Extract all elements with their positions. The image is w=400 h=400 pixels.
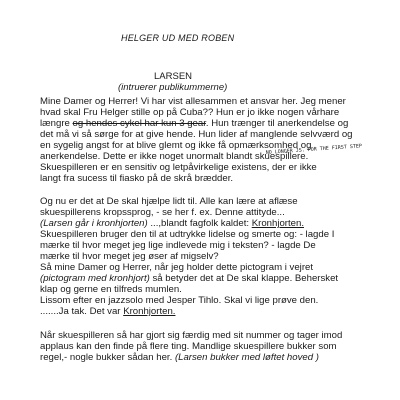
- paragraph-2-line-6: mærke til hvor meget jeg øser af migselv?: [40, 251, 219, 262]
- paragraph-1-line-2: hvad skal Fru Helger stille op på Cuba?? Hun er jo ikke nogen vårhare: [40, 107, 340, 118]
- stage-direction-intro: (intruerer publikummerne): [118, 82, 228, 93]
- paragraph-1-line-5: en sygelig angst for at blive glemt og ikke få opmærksomhed og: [40, 140, 312, 151]
- paragraph-1-line-8: langt fra sucess til fiasko på de skrå brædder.: [40, 173, 234, 184]
- paragraph-1-line-4: det må vi så sørge for at give hende. Hun lider af manglende selvværd og: [40, 129, 353, 140]
- paragraph-2-line-5: mærke til hvor meget jeg lige indlevede mig i teksten? - lagde De: [40, 240, 316, 251]
- paragraph-1-line-7: Skuespilleren er en sensitiv og letpåvirkelige existens, der er ikke: [40, 162, 317, 173]
- text-segment: ...,blandt fagfolk kaldet:: [147, 218, 252, 229]
- paragraph-1-line-1: Mine Damer og Herrer! Vi har vist allesammen et ansvar her. Jeg mener: [40, 96, 346, 107]
- paragraph-3-line-3: [40, 352, 319, 363]
- paragraph-3-line-2: applaus kan den finde på flere ting. Mandlige skuespillere bukker som: [40, 341, 337, 352]
- paragraph-2-line-2: skuespillerens kropssprog, - se her f. ex. Denne attityde...: [40, 207, 285, 218]
- paragraph-2-line-1: Og nu er det at De skal hjælpe lidt til. Alle kan lære at aflæse: [40, 196, 298, 207]
- text-segment: regel,- nogle bukker sådan her.: [40, 352, 175, 363]
- handwritten-annotation: NO LONGER JS. FOR THE FIRST STEP: [265, 143, 363, 156]
- text-segment: .......Ja tak. Det var: [40, 306, 124, 317]
- text-segment: længre: [40, 118, 70, 129]
- paragraph-1-line-6: anerkendelse. Dette er ikke noget unormalt blandt skuespillere.: [40, 151, 309, 162]
- struck-text: og hendes cykel har kun 3 gear: [72, 118, 206, 129]
- paragraph-2-line-3: [40, 218, 304, 229]
- text-segment: så betyder det at De skal klappe. Behersket: [149, 273, 339, 284]
- paragraph-3-line-1: Når skuespilleren så har gjort sig færdig med sit nummer og tager imod: [40, 330, 343, 341]
- document-title: HELGER UD MED ROBEN: [121, 33, 235, 43]
- paragraph-2-line-4: Skuespilleren bruger den til at udtrykke lidelse og smerte og: - lagde I: [40, 229, 335, 240]
- speaker-name: LARSEN: [154, 71, 193, 82]
- stage-direction: (pictogram med kronhjort): [40, 273, 150, 284]
- paragraph-2-line-11: [40, 306, 175, 317]
- paragraph-2-line-10: Lissom efter en jazzsolo med Jesper Tihlo. Skal vi lige prøve den.: [40, 295, 319, 306]
- paragraph-2-line-8: [40, 273, 338, 284]
- paragraph-2-line-9: klap og gerne en tilfreds mumlen.: [40, 284, 182, 295]
- stage-direction: (Larsen bukker med løftet hoved ): [174, 352, 319, 363]
- stage-direction: (Larsen går i kronhjorten): [40, 218, 148, 229]
- paragraph-2-line-7: Så mine Damer og Herrer, når jeg holder dette pictogram i vejret: [40, 262, 314, 273]
- underlined-term: Kronhjorten.: [251, 218, 304, 229]
- text-segment: . Hun trænger til anerkendelse og: [205, 118, 349, 129]
- underlined-term: Kronhjorten.: [123, 306, 176, 317]
- paragraph-1-line-3: [40, 118, 348, 129]
